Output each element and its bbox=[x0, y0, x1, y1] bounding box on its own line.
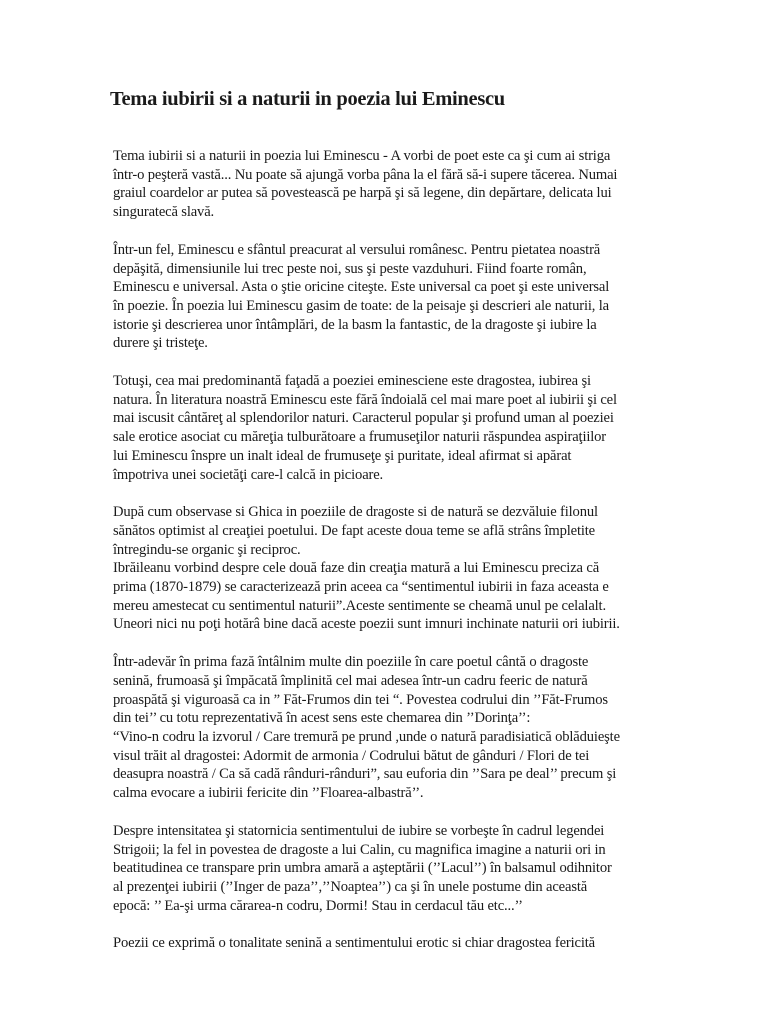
text-line: beatitudinea ce transpare prin umbra amară a aşteptării (’’Lacul’’) în balsamul odihnitor bbox=[113, 860, 612, 877]
text-line: depăşită, dimensiunile lui trec peste noi, sus şi peste vazduhuri. Fiind foarte român, bbox=[113, 260, 587, 277]
paragraph-2 bbox=[113, 241, 661, 353]
text-line: sale erotice asociat cu măreţia tulburătoare a frumuseţilor naturii răspundea aspiraţiilor bbox=[113, 429, 607, 446]
text-line: natura. În literatura noastră Eminescu este fără îndoială cel mai mare poet al iubirii şi cel bbox=[113, 391, 617, 408]
text-line: întregindu-se organic şi reciproc. bbox=[113, 541, 301, 558]
text-line: lui Eminescu înspre un inalt ideal de frumuseţe şi puritate, ideal afirmat si apărat bbox=[113, 447, 572, 464]
paragraph-1 bbox=[113, 147, 661, 222]
text-line: graiul coardelor ar putea să povestească pe harpă şi să legene, din depărtare, delicata lui bbox=[113, 185, 612, 202]
text-line: Într-adevăr în prima fază întâlnim multe din poeziile în care poetul cântă o dragoste bbox=[113, 654, 589, 671]
text-line: sănătos optimist al creaţiei poetului. De fapt aceste doua teme se află strâns împletite bbox=[113, 522, 596, 539]
text-line: “Vino-n codru la izvorul / Care tremură pe prund ,unde o natură paradisiatică oblăduieşte bbox=[113, 728, 620, 745]
text-line: Tema iubirii si a naturii in poezia lui Eminescu - A vorbi de poet este ca şi cum ai striga bbox=[113, 148, 611, 164]
text-line: După cum observase si Ghica in poeziile de dragoste si de natură se dezvăluie filonul bbox=[113, 504, 598, 521]
text-line: visul trăit al dragostei: Adormit de armonia / Codrului bătut de gânduri / Flori de tei bbox=[113, 747, 590, 764]
text-line: mai iscusit cântăreţ al splendorilor naturi. Caracterul popular şi profund uman al poeziei bbox=[113, 410, 614, 427]
paragraph-3 bbox=[113, 372, 661, 484]
text-line: din tei’’ cu totu reprezentativă în acest sens este chemarea din ’’Dorinţa’’: bbox=[113, 710, 531, 727]
document-title: Tema iubirii si a naturii in poezia lui Eminescu bbox=[110, 88, 505, 110]
text-line: Ibrăileanu vorbind despre cele două faze din creaţia matură a lui Eminescu preciza că bbox=[113, 560, 600, 577]
text-line: singuratecă slavă. bbox=[113, 204, 215, 221]
text-line: proaspătă şi viguroasă ca in ” Făt-Frumos din tei “. Povestea codrului din ’’Făt-Frumos bbox=[113, 691, 608, 708]
text-line: durere şi tristeţe. bbox=[113, 335, 208, 352]
text-line: epocă: ’’ Ea-şi urma cărarea-n codru, Dormi! Stau in cerdacul tău etc...’’ bbox=[113, 897, 523, 914]
paragraph-4 bbox=[113, 503, 661, 559]
text-line: al prezenţei iubirii (’’Inger de paza’’,’’Noaptea’’) ca şi în unele postume din această bbox=[113, 878, 588, 895]
paragraph-7 bbox=[113, 822, 661, 916]
text-line: prima (1870-1879) se caracterizează prin aceea ca “sentimentul iubirii in faza aceasta e bbox=[113, 579, 609, 596]
text-line: senină, frumoasă şi împăcată împlinită cel mai adesea într-un cadru feeric de natură bbox=[113, 672, 588, 689]
text-line: într-o peşteră vastă... Nu poate să ajungă vorba pâna la el fără să-i supere tăcerea. Numai bbox=[113, 166, 618, 183]
paragraph-6 bbox=[113, 653, 661, 803]
paragraph-8 bbox=[113, 934, 661, 953]
text-line: istorie şi descrierea unor întâmplări, de la basm la fantastic, de la dragoste şi iubire la bbox=[113, 316, 597, 333]
text-line: în poezie. În poezia lui Eminescu gasim de toate: de la peisaje şi descrieri ale naturii, la bbox=[113, 297, 609, 314]
text-line: calma evocare a iubirii fericite din ’’Floarea-albastră’’. bbox=[113, 785, 424, 802]
text-line: împotriva unei societăţi care-l calcă in picioare. bbox=[113, 466, 384, 483]
document-body bbox=[113, 147, 661, 972]
text-line: Strigoii; la fel in povestea de dragoste a lui Calin, cu magnifica imagine a naturii ori in bbox=[113, 841, 606, 858]
paragraph-5 bbox=[113, 559, 661, 634]
text-line: Totuşi, cea mai predominantă faţadă a poeziei eminesciene este dragostea, iubirea şi bbox=[113, 373, 591, 390]
text-line: Eminescu e universal. Asta o ştie oricine citeşte. Este universal ca poet şi este universal bbox=[113, 279, 610, 296]
text-line: Într-un fel, Eminescu e sfântul preacurat al versului românesc. Pentru pietatea noastră bbox=[113, 241, 601, 258]
text-line: Poezii ce exprimă o tonalitate senină a sentimentului erotic si chiar dragostea fericită bbox=[113, 935, 595, 952]
text-line: mereu amestecat cu sentimentul naturii”.Aceste sentimente se cheamă unul pe celalalt. bbox=[113, 597, 606, 614]
text-line: deasupra noastră / Ca să cadă rânduri-rânduri”, sau euforia din ’’Sara pe deal’’ precum şi bbox=[113, 766, 617, 783]
text-line: Despre intensitatea şi statornicia sentimentului de iubire se vorbeşte în cadrul legendei bbox=[113, 822, 605, 839]
text-line: Uneori nici nu poţi hotărâ bine dacă aceste poezii sunt imnuri inchinate naturii ori iubirii. bbox=[113, 616, 620, 633]
